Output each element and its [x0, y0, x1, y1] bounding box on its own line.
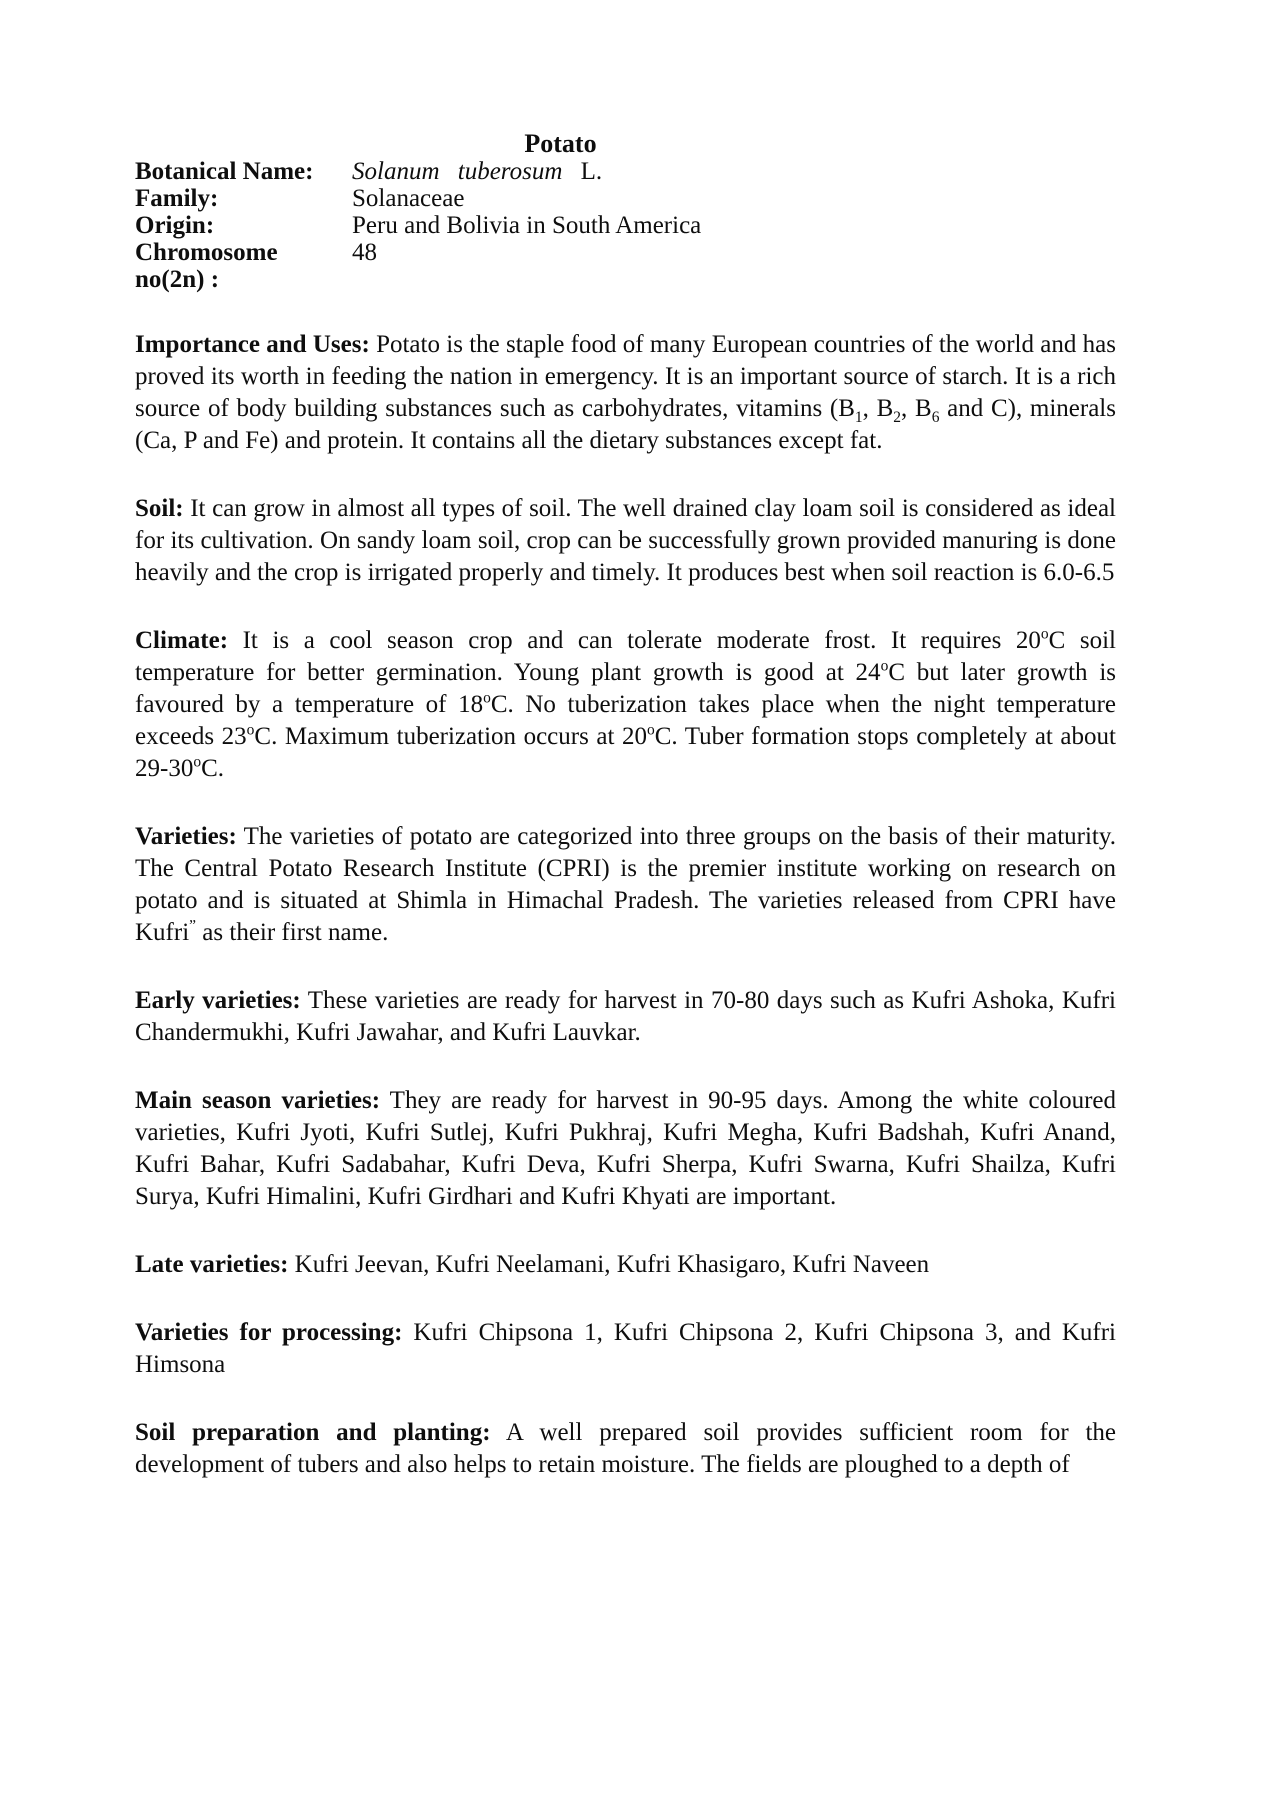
- info-row-botanical-name: [135, 158, 1116, 185]
- info-value: Solanum tuberosum L.: [352, 158, 603, 185]
- info-row-origin: [135, 212, 1116, 239]
- paragraph-early-varieties: Early varieties: These varieties are ready for harvest in 70-80 days such as Kufri Ashoka, Kufri Chandermukhi, Kufri Jawahar, and Kufri Lauvkar.: [135, 987, 1116, 1046]
- info-label: Family:: [135, 185, 219, 212]
- paragraph-importance-and-uses: Importance and Uses: Potato is the staple food of many European countries of the world and has proved its worth in feeding the nation in emergency. It is an important source of starch. It is a rich source of body building substances such as carbohydrates, vitamins ($B_1$, $B_2$, $B_6$ and C), minerals (Ca, P and Fe) and protein. It contains all the dietary substances except fat.: [135, 331, 1116, 454]
- info-value: Peru and Bolivia in South America: [352, 212, 702, 239]
- paragraph-late-varieties: Late varieties: Kufri Jeevan, Kufri Neelamani, Kufri Khasigaro, Kufri Naveen: [135, 1251, 930, 1278]
- page-title: Potato: [524, 129, 597, 158]
- info-label: Chromosome no(2n) :: [135, 239, 278, 293]
- info-label: Botanical Name:: [135, 158, 314, 185]
- info-row-family: [135, 185, 1116, 212]
- info-row-chromosome-number: [135, 239, 1116, 293]
- paragraph-soil: Soil: It can grow in almost all types of soil. The well drained clay loam soil is considered as ideal for its cultivation. On sandy loam soil, crop can be successfully grown provided manuring is done heavily and the crop is irrigated properly and timely. It produces best when soil reaction is 6.0-6.5: [135, 495, 1116, 586]
- paragraph-soil-preparation-and-planting: Soil preparation and planting: A well prepared soil provides sufficient room for the development of tubers and also helps to retain moisture. The fields are ploughed to a depth of: [135, 1419, 1116, 1478]
- paragraph-varieties-for-processing: Varieties for processing: Kufri Chipsona 1, Kufri Chipsona 2, Kufri Chipsona 3, and Kufri Himsona: [135, 1319, 1116, 1378]
- info-value: Solanaceae: [352, 185, 465, 212]
- info-block: [135, 158, 1116, 293]
- paragraph-climate: Climate: It is a cool season crop and can tolerate moderate frost. It requires 20$^o$C soil temperature for better germination. Young plant growth is good at 24$^o$C but later growth is favoured by a temperature of 18$^o$C. No tuberization takes place when the night temperature exceeds 23$^o$C. Maximum tuberization occurs at 20$^o$C. Tuber formation stops completely at about 29-30$^o$C.: [135, 625, 1117, 782]
- paragraph-varieties: Varieties: The varieties of potato are categorized into three groups on the basis of their maturity. The Central Potato Research Institute (CPRI) is the premier institute working on research on potato and is situated at Shimla in Himachal Pradesh. The varieties released from CPRI have Kufri” as their first name.: [135, 823, 1116, 946]
- paragraph-main-season-varieties: Main season varieties: They are ready for harvest in 90-95 days. Among the white coloured varieties, Kufri Jyoti, Kufri Sutlej, Kufri Pukhraj, Kufri Megha, Kufri Badshah, Kufri Anand, Kufri Bahar, Kufri Sadabahar, Kufri Deva, Kufri Sherpa, Kufri Swarna, Kufri Shailza, Kufri Surya, Kufri Himalini, Kufri Girdhari and Kufri Khyati are important.: [135, 1087, 1117, 1210]
- info-label: Origin:: [135, 212, 215, 239]
- info-value: 48: [352, 239, 377, 266]
